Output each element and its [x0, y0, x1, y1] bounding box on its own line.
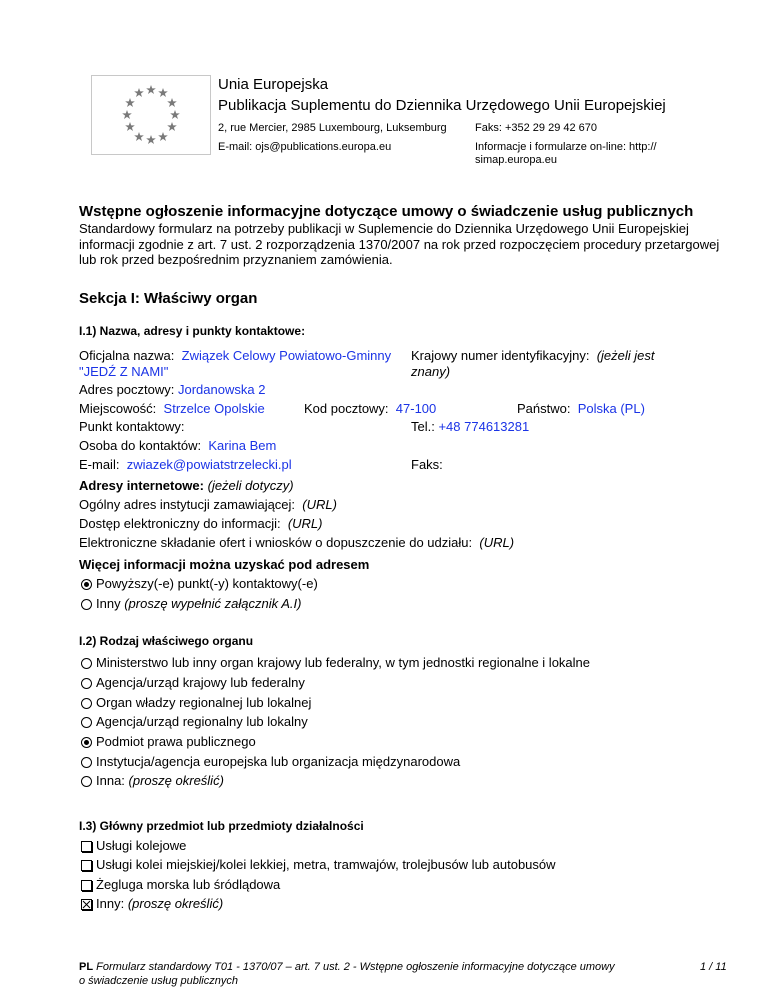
tel-label: Tel.: — [411, 419, 435, 434]
official-name-value: Związek Celowy Powiatowo-Gminny — [181, 348, 392, 363]
radio-selected-icon[interactable] — [81, 737, 92, 748]
option-hint: (proszę określić) — [128, 773, 224, 788]
eu-logo — [91, 75, 211, 155]
i2-option[interactable] — [81, 675, 305, 691]
postcode-value: 47-100 — [395, 401, 437, 416]
checkbox-icon[interactable] — [81, 841, 92, 852]
email-row — [79, 457, 292, 473]
i2-option-selected[interactable] — [81, 734, 256, 750]
fax-label: Faks: — [411, 457, 443, 472]
option-label: Organ władzy regionalnej lub lokalnej — [96, 695, 312, 710]
official-name-value-line2: "JEDŹ Z NAMI" — [79, 364, 169, 379]
internet-row — [79, 478, 294, 494]
general-url-hint: (URL) — [302, 497, 337, 512]
option-label: Agencja/urząd regionalny lub lokalny — [96, 714, 308, 729]
city-value: Strzelce Opolskie — [163, 401, 265, 416]
email-label: E-mail: — [79, 457, 120, 472]
official-name-label: Oficjalna nazwa: — [79, 348, 175, 363]
option-label: Agencja/urząd krajowy lub federalny — [96, 675, 305, 690]
contact-person-value: Karina Bem — [208, 438, 277, 453]
header-org: Unia Europejska — [218, 76, 329, 93]
option-label: Ministerstwo lub inny organ krajowy lub federalny, w tym jednostki regionalne i lokalne — [96, 655, 590, 670]
option-label: Żegluga morska lub śródlądowa — [96, 877, 281, 892]
country-label: Państwo: — [517, 401, 571, 416]
checkbox-icon[interactable] — [81, 880, 92, 891]
contact-person-row — [79, 438, 276, 454]
option-label: Inny: — [96, 896, 125, 911]
national-id-hint: (jeżeli jest — [596, 348, 655, 363]
option-label: Inna: — [96, 773, 125, 788]
header-info-line2: simap.europa.eu — [475, 154, 557, 166]
national-id-hint-line2: znany) — [411, 364, 451, 379]
checkbox-checked-icon[interactable] — [81, 899, 92, 910]
internet-hint: (jeżeli dotyczy) — [207, 478, 294, 493]
option-label: Instytucja/agencja europejska lub organizacja międzynarodowa — [96, 754, 461, 769]
option-label: Podmiot prawa publicznego — [96, 734, 256, 749]
radio-icon[interactable] — [81, 717, 92, 728]
option-label: Powyższy(-e) punkt(-y) kontaktowy(-e) — [96, 576, 318, 591]
postcode-row — [304, 401, 436, 417]
more-info-opt-above[interactable] — [81, 576, 318, 592]
notice-desc-line1: Standardowy formularz na potrzeby publikacji w Suplemencie do Dziennika Urzędowego Unii Europejskiej — [79, 221, 689, 236]
general-url-row — [79, 497, 337, 513]
radio-icon[interactable] — [81, 776, 92, 787]
internet-label: Adresy internetowe: — [79, 478, 204, 493]
i3-heading: I.3) Główny przedmiot lub przedmioty działalności — [79, 819, 364, 833]
postal-value: Jordanowska 2 — [178, 382, 266, 397]
header-address: 2, rue Mercier, 2985 Luxembourg, Luksemburg — [218, 122, 447, 134]
i2-option[interactable] — [81, 754, 460, 770]
header-fax: Faks: +352 29 29 42 670 — [475, 122, 598, 134]
footer-text — [79, 960, 615, 974]
eaccess-row — [79, 516, 323, 532]
header-info-line1: Informacje i formularze on-line: http:// — [475, 141, 657, 153]
country-row — [517, 401, 645, 417]
official-name-row — [79, 348, 391, 364]
radio-icon[interactable] — [81, 658, 92, 669]
i2-option[interactable] — [81, 714, 308, 730]
radio-icon[interactable] — [81, 698, 92, 709]
notice-desc-line3: lub rok przed bezpośrednim przyznaniem zamówienia. — [79, 252, 393, 267]
email-value: zwiazek@powiatstrzelecki.pl — [126, 457, 292, 472]
section-heading: Sekcja I: Właściwy organ — [79, 290, 258, 307]
esubmit-row — [79, 535, 514, 551]
esubmit-hint: (URL) — [479, 535, 515, 550]
eaccess-hint: (URL) — [287, 516, 323, 531]
more-info-label: Więcej informacji można uzyskać pod adresem — [79, 557, 370, 572]
option-label: Inny — [96, 596, 121, 611]
header-publication: Publikacja Suplementu do Dziennika Urzędowego Unii Europejskiej — [218, 97, 666, 114]
radio-icon[interactable] — [81, 599, 92, 610]
postcode-label: Kod pocztowy: — [304, 401, 389, 416]
contact-person-label: Osoba do kontaktów: — [79, 438, 202, 453]
footer-text-line2: o świadczenie usług publicznych — [79, 975, 238, 987]
country-value: Polska (PL) — [577, 401, 645, 416]
i3-option-other-checked[interactable] — [81, 896, 223, 912]
postal-label: Adres pocztowy: — [79, 382, 175, 397]
i2-option-other[interactable] — [81, 773, 224, 789]
notice-desc-line2: informacji zgodnie z art. 7 ust. 2 rozporządzenia 1370/2007 na rok przed rozpoczęciem procedury przetargowej — [79, 237, 720, 252]
national-id-label: Krajowy numer identyfikacyjny: — [411, 348, 590, 363]
checkbox-icon[interactable] — [81, 860, 92, 871]
general-url-label: Ogólny adres instytucji zamawiającej: — [79, 497, 296, 512]
eaccess-label: Dostęp elektroniczny do informacji: — [79, 516, 281, 531]
i2-option[interactable] — [81, 695, 311, 711]
footer-lang: PL — [79, 961, 94, 973]
tel-value: +48 774613281 — [438, 419, 530, 434]
i3-option[interactable] — [81, 877, 280, 893]
city-row — [79, 401, 265, 417]
i3-option[interactable] — [81, 857, 556, 873]
header-email: E-mail: ojs@publications.europa.eu — [218, 141, 392, 153]
option-hint: (proszę określić) — [127, 896, 224, 911]
national-id-row — [411, 348, 655, 364]
esubmit-label: Elektroniczne składanie ofert i wniosków o dopuszczenie do udziału: — [79, 535, 473, 550]
i1-heading: I.1) Nazwa, adresy i punkty kontaktowe: — [79, 324, 306, 338]
option-label: Usługi kolei miejskiej/kolei lekkiej, metra, tramwajów, trolejbusów lub autobusów — [96, 857, 556, 872]
radio-icon[interactable] — [81, 757, 92, 768]
tel-row — [411, 419, 529, 435]
option-label: Usługi kolejowe — [96, 838, 187, 853]
postal-row — [79, 382, 265, 398]
option-hint: (proszę wypełnić załącznik A.I) — [124, 596, 302, 611]
i2-heading: I.2) Rodzaj właściwego organu — [79, 634, 254, 648]
contact-point-label: Punkt kontaktowy: — [79, 419, 185, 434]
radio-icon[interactable] — [81, 678, 92, 689]
notice-title: Wstępne ogłoszenie informacyjne dotyczące umowy o świadczenie usług publicznych — [79, 203, 694, 220]
footer-text-line1: Formularz standardowy T01 - 1370/07 – art. 7 ust. 2 - Wstępne ogłoszenie informacyjne dotyczące umowy — [96, 961, 615, 973]
page-number: 1 / 11 — [700, 961, 727, 973]
radio-selected-icon[interactable] — [81, 579, 92, 590]
city-label: Miejscowość: — [79, 401, 157, 416]
i2-option[interactable] — [81, 655, 590, 671]
eu-stars-icon — [92, 76, 210, 154]
i3-option[interactable] — [81, 838, 186, 854]
more-info-opt-other[interactable] — [81, 596, 301, 612]
